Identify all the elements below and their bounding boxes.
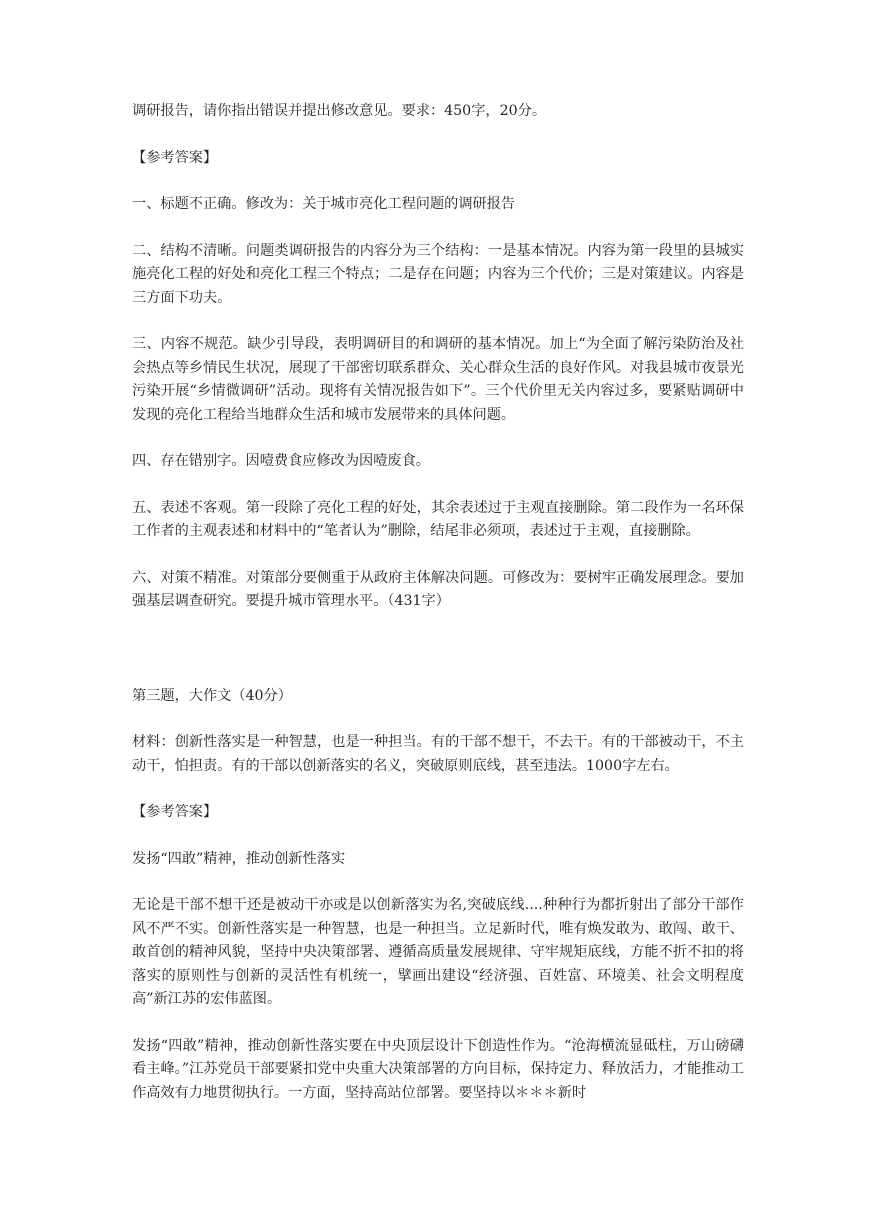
heading-reference-answer-2: 【参考答案】 (132, 804, 218, 820)
paragraph-point-4: 四、存在错别字。因噎费食应修改为因噎废食。 (132, 453, 430, 469)
paragraph-point-3: 三、内容不规范。缺少引导段，表明调研目的和调研的基本情况。加上“为全面了解污染防治及社会热点等乡情民生状况，展现了干部密切联系群众、关心群众生活的良好作风。对我县城市夜景光污染开展“乡情微调研”活动。现将有关情况报告如下”。三个代价里无关内容过多，要紧贴调研中发现的亮化工程给当地群众生活和城市发展带来的具体问题。 (132, 336, 744, 423)
essay-paragraph-2: 发扬“四敢”精神，推动创新性落实要在中央顶层设计下创造性作为。“沧海横流显砥柱，万山磅礴看主峰。”江苏党员干部要紧扣党中央重大决策部署的方向目标，保持定力、释放活力，才能推动工作高效有力地贯彻执行。一方面，坚持高站位部署。要坚持以＊＊＊新时 (132, 1037, 744, 1101)
essay-title: 发扬“四敢”精神，推动创新性落实 (132, 850, 346, 867)
heading-question-3: 第三题，大作文（40分） (132, 687, 292, 704)
paragraph-material: 材料：创新性落实是一种智慧，也是一种担当。有的干部不想干，不去干。有的干部被动干，不主动干，怕担责。有的干部以创新落实的名义，突破原则底线，甚至违法。1000字左右。 (132, 734, 744, 774)
paragraph-point-1: 一、标题不正确。修改为：关于城市亮化工程问题的调研报告 (132, 196, 516, 212)
paragraph-point-6: 六、对策不精准。对策部分要侧重于从政府主体解决问题。可修改为：要树牢正确发展理念。要加强基层调查研究。要提升城市管理水平。（431字） (132, 569, 744, 609)
paragraph-intro: 调研报告，请你指出错误并提出修改意见。要求：450字，20分。 (132, 103, 547, 119)
essay-paragraph-1: 无论是干部不想干还是被动干亦或是以创新落实为名,突破底线....种种行为都折射出了部分干部作风不严不实。创新性落实是一种智慧，也是一种担当。立足新时代，唯有焕发敢为、敢闯、敢干、敢首创的精神风貌，坚持中央决策部署、遵循高质量发展规律、守牢规矩底线，方能不折不扣的将落实的原则性与创新的灵活性有机统一，擘画出建设“经济强、百姓富、环境美、社会文明程度高”新江苏的宏伟蓝图。 (132, 897, 744, 1007)
paragraph-point-2: 二、结构不清晰。问题类调研报告的内容分为三个结构：一是基本情况。内容为第一段里的县城实施亮化工程的好处和亮化工程三个特点；二是存在问题；内容为三个代价；三是对策建议。内容是三方面下功夫。 (132, 242, 744, 306)
heading-reference-answer: 【参考答案】 (132, 149, 218, 166)
document-page (132, 100, 744, 1105)
paragraph-point-5: 五、表述不客观。第一段除了亮化工程的好处，其余表述过于主观直接删除。第二段作为一名环保工作者的主观表述和材料中的“笔者认为”删除，结尾非必须项，表述过于主观，直接删除。 (132, 499, 744, 539)
